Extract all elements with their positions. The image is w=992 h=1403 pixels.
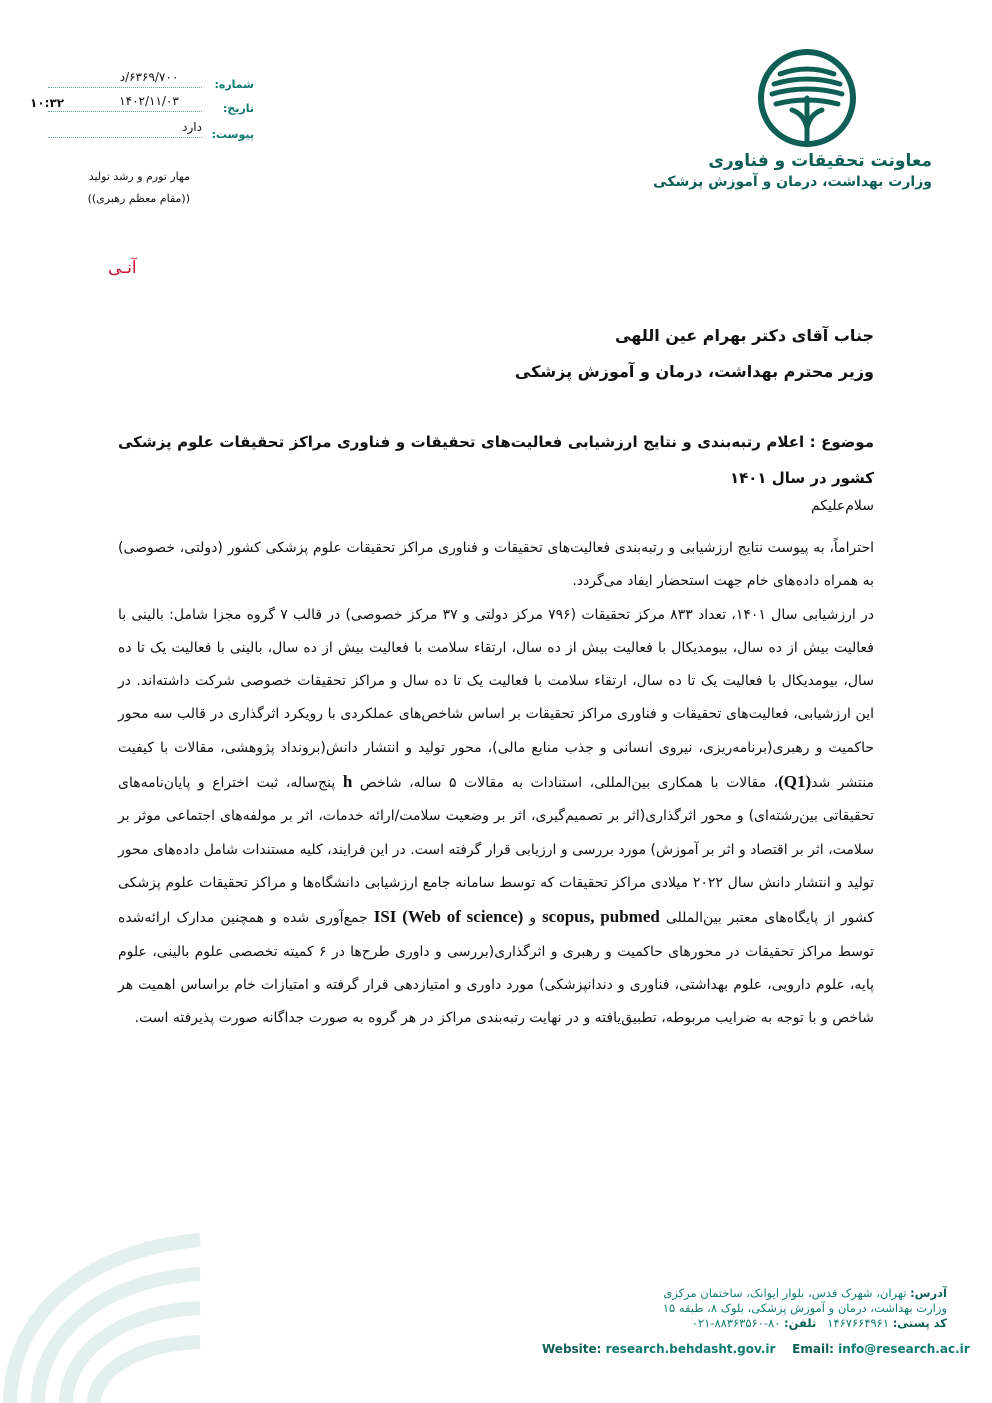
phone-value: ۰۲۱-۸۸۳۶۳۵۶۰-۸۰	[691, 1316, 781, 1330]
body-paragraph-2	[118, 599, 874, 1036]
website-link[interactable]: research.behdasht.gov.ir	[605, 1342, 776, 1356]
org-name-line2: وزارت بهداشت، درمان و آموزش پزشکی	[653, 174, 932, 190]
paragraph-2-part-d: جمع‌آوری شده و همچنین مدارک ارائه‌شده توسط مراکز تحقیقات در محورهای حاکمیت و رهبری و اثرگذاری(بررسی و داوری طرح‌ها در ۶ کمیته تخصصی علوم بالینی، علوم پایه، علوم دارویی، علوم بهداشتی، فناوری و دندانپزشکی) مورد داوری و امتیازدهی قرار گرفته و امتیازات خام براساس اهمیت هر شاخص و با توجه به ضرایب مربوطه، تطبیق‌یافته و در نهایت رتبه‌بندی مراکز در هر گروه به صورت جداگانه صورت پذیرفته است.	[118, 910, 874, 1027]
attachment-label: پیوست:	[211, 128, 254, 141]
letter-date-label: تاریخ:	[222, 102, 254, 115]
letter-date-value: ۱۴۰۲/۱۱/۰۳	[119, 94, 179, 108]
urgency-stamp: آنـی	[108, 258, 137, 278]
dotted-line	[48, 87, 202, 88]
address-line-2: وزارت بهداشت، درمان و آموزش پزشکی، بلوک ۸، طبقه ۱۵	[662, 1301, 947, 1315]
postal-value: ۱۴۶۷۶۶۴۹۶۱	[827, 1316, 890, 1330]
paragraph-2-part-c: پنج‌ساله، ثبت اختراع و پایان‌نامه‌های تحقیقاتی بین‌رشته‌ای) و محور اثرگذاری(اثر بر تصمیم‌گیری، اثر بر وضعیت سلامت/ارائه خدمات، اثر بر مولفه‌های اجتماعی موثر بر سلامت، اثر بر اقتصاد و اثر بر آموزش) مورد بررسی و ارزیابی قرار گرفته است. در این فرایند، کلیه مستندات شامل داده‌های محور تولید و انتشار دانش سال ۲۰۲۲ میلادی مراکز تحقیقات که توسط سامانه جامع ارزشیابی دانشگاه‌ها و مراکز تحقیقات علوم پزشکی کشور از پایگاه‌های معتبر بین‌المللی	[118, 775, 874, 927]
postal-label: کد پستی:	[892, 1316, 947, 1330]
database-scopus-pubmed: scopus, pubmed	[542, 907, 660, 927]
attachment-row	[48, 120, 254, 142]
email-link[interactable]: info@research.ac.ir	[838, 1342, 970, 1356]
letter-subject: موضوع : اعلام رتبه‌بندی و نتایج ارزشیابی فعالیت‌های تحقیقات و فناوری مراکز تحقیقات علوم پزشکی کشور در سال ۱۴۰۱	[118, 433, 874, 487]
watermark-arcs	[0, 1230, 260, 1403]
slogan-line2: ((مقام معظم رهبری))	[87, 192, 190, 205]
letter-time-value: ۱۰:۳۲	[30, 96, 65, 110]
greeting: سلام‌علیکم	[810, 498, 874, 514]
slogan-line1: مهار تورم و رشد تولید	[88, 170, 190, 183]
conjunction-and: و	[523, 910, 543, 927]
address-label: آدرس:	[910, 1286, 947, 1300]
q1-term: (Q1)	[778, 772, 812, 792]
address-line1-text: تهران، شهرک قدس، بلوار ایوانک، ساختمان مرکزی	[663, 1286, 907, 1300]
addressee	[515, 318, 874, 390]
email-label: Email:	[792, 1342, 834, 1356]
postal-phone-line	[537, 1316, 947, 1331]
letter-number-label: شماره:	[214, 78, 254, 91]
addressee-name: جناب آقای دکتر بهرام عین اللهی	[615, 326, 874, 345]
dotted-line	[48, 111, 202, 112]
paragraph-2-part-b: ، مقالات با همکاری بین‌المللی، استنادات به مقالات ۵ ساله، شاخص	[352, 775, 779, 792]
letter-number-row	[48, 70, 254, 92]
footer-contact	[542, 1342, 970, 1356]
h-index-term: h	[342, 772, 353, 792]
slogan	[70, 166, 190, 210]
body-paragraph-1: احتراماً، به پیوست نتایج ارزشیابی و رتبه‌بندی فعالیت‌های تحقیقات و فناوری مراکز تحقیقات علوم پزشکی کشور (دولتی، خصوصی) به همراه داده‌های خام جهت استحضار ایفاد می‌گردد.	[118, 540, 874, 590]
paragraph-2-part-a: در ارزشیابی سال ۱۴۰۱، تعداد ۸۳۳ مرکز تحقیقات (۷۹۶ مرکز دولتی و ۳۷ مرکز خصوصی) در قالب ۷ گروه مجزا شامل: بالینی با فعالیت بیش از ده سال، بیومدیکال با فعالیت بیش از ده سال، ارتقاء سلامت با فعالیت بیش از ده سال، بالینی با فعالیت یک تا ده سال، بیومدیکال با فعالیت یک تا ده سال، ارتقاء سلامت با فعالیت یک تا ده سال و مراکز تحقیقات خصوصی شرکت داشته‌اند. در این ارزشیابی، فعالیت‌های تحقیقات و فناوری مراکز تحقیقات بر اساس شاخص‌های عملکردی با رویکرد اثرگذاری در قالب سه محور حاکمیت و رهبری(برنامه‌ریزی، نیروی انسانی و جذب منابع مالی)، محور تولید و انتشار دانش(برونداد پژوهشی، مقالات با کیفیت منتشر شد	[118, 606, 874, 792]
org-name-line1: معاونت تحقیقات و فناوری	[708, 151, 932, 171]
database-isi: ISI (Web of science)	[373, 907, 524, 927]
website-label: Website:	[542, 1342, 602, 1356]
ministry-logo-icon	[752, 48, 862, 148]
organization-name	[653, 150, 932, 192]
address-line-1	[537, 1286, 947, 1301]
letter-body	[118, 532, 874, 1035]
addressee-title: وزیر محترم بهداشت، درمان و آموزش پزشکی	[514, 362, 874, 381]
dotted-line	[48, 137, 202, 138]
footer-address	[537, 1286, 947, 1331]
attachment-value: دارد	[182, 120, 202, 134]
letter-number-value: ۶۳۶۹/۷۰۰/د	[119, 70, 179, 84]
letter-date-row	[48, 94, 254, 116]
phone-label: تلفن:	[784, 1316, 817, 1330]
